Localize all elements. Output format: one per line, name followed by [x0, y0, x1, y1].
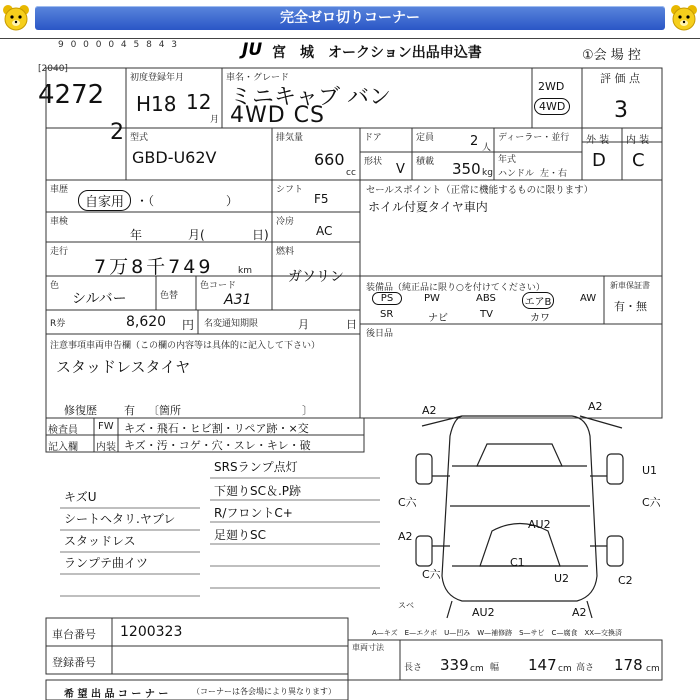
interior-label: 内 装: [626, 135, 650, 146]
damage-mark: A2: [572, 606, 587, 619]
color-value: シルバー: [72, 291, 127, 307]
damage-mark: A2: [588, 400, 603, 413]
exterior-value: D: [592, 150, 606, 171]
damage-mark: C1: [510, 556, 525, 569]
equip-aw: AW: [580, 293, 597, 304]
fw-check-items: キズ・飛石・ヒビ割・リペア跡・×交: [124, 422, 309, 435]
form-title: 宮 城 オークション出品申込書: [272, 45, 482, 61]
lot-code: [2040]: [38, 64, 68, 74]
new-car-warranty-label: 新車保証書: [610, 281, 650, 290]
fuel-label: 燃料: [276, 247, 295, 257]
aircon-value: AC: [316, 224, 333, 238]
fw-label: FW: [98, 421, 114, 432]
tax-day: 日: [346, 318, 357, 331]
reg-number-label: 登録番号: [52, 656, 96, 669]
reg-date-label: 初度登録年月: [130, 73, 185, 83]
corner-title: 希 望 出 品 コ ー ナ ー: [64, 689, 169, 700]
equip-pw: PW: [424, 293, 440, 304]
doors-label: ドア: [364, 133, 382, 143]
damage-mark: C六: [398, 496, 417, 509]
barcode-digits: 9 0 0 0 0 4 5 8 4 3: [58, 40, 180, 50]
width-label: 幅: [490, 663, 500, 673]
mileage-label: 走行: [50, 247, 69, 257]
recycle-unit: 円: [182, 318, 195, 332]
inspection-year: 年: [130, 228, 143, 242]
hand-note-right-3: R/フロントC+: [214, 506, 293, 520]
score-value: 3: [614, 98, 628, 123]
color-code-label: 色コード: [200, 281, 237, 291]
mileage-value: 7万8千749: [94, 256, 214, 278]
selling-point-text: ホイル付夏タイヤ車内: [368, 200, 488, 214]
chassis-value: 1200323: [120, 624, 183, 640]
length-unit: cm: [470, 664, 484, 674]
usage-circled: 自家用: [78, 190, 131, 211]
car-name-label: 車名・グレード: [226, 73, 290, 83]
interior-check-label: 内装: [96, 442, 116, 453]
fuel-value: ガソリン: [288, 269, 344, 285]
interior-check-items: キズ・汚・コゲ・穴・スレ・キレ・破: [124, 439, 311, 452]
year-label: 年式: [498, 155, 517, 165]
equip-airbag-circled: エアB: [522, 292, 554, 309]
damage-mark: C六: [642, 496, 661, 509]
displacement-value: 660: [314, 150, 345, 169]
color-code-value: A31: [224, 292, 252, 308]
capacity-label: 定員: [416, 133, 435, 143]
inspector-label: 検査員: [48, 425, 78, 436]
height-value: 178: [614, 656, 643, 674]
hand-note-right-1: SRSランプ点灯: [214, 460, 298, 474]
length-value: 339: [440, 656, 469, 674]
equip-ps-circled: PS: [372, 292, 402, 305]
damage-legend: A—キズ E—エクボ U—凹み W—補修跡 S—サビ C—腐食 XX—交換済: [372, 629, 623, 637]
form-copy-label: ①会 場 控: [582, 48, 641, 63]
handle-value: 左・右: [540, 169, 568, 179]
capacity-unit: 人: [482, 143, 492, 153]
notes-text: スタッドレスタイヤ: [56, 358, 191, 376]
tax-month: 月: [298, 318, 309, 331]
hand-note-left-4: ランプテ曲イツ: [64, 556, 149, 570]
damage-mark: U2: [554, 572, 570, 585]
score-label: 評 価 点: [600, 72, 640, 85]
usage-label: 車歴: [50, 185, 69, 195]
inspection-day: 日): [252, 228, 269, 242]
banner-title: 完全ゼロ切りコーナー: [280, 10, 420, 26]
load-unit: kg: [482, 168, 493, 178]
chassis-label: 車台番号: [52, 628, 96, 641]
drive-4wd-circled: 4WD: [534, 98, 570, 115]
width-unit: cm: [558, 664, 572, 674]
equip-abs: ABS: [476, 293, 496, 304]
equip-sr: SR: [380, 309, 394, 320]
shift-value: F5: [314, 192, 329, 206]
car-name: ミニキャブ バン: [230, 85, 391, 110]
reg-era-year: H18: [136, 92, 177, 116]
equip-tv: TV: [480, 309, 493, 320]
repair-places: 〔箇所 〕: [148, 404, 313, 417]
lot-number: 4272: [38, 80, 105, 110]
recycle-label: R券: [50, 319, 66, 329]
ju-logo: JU: [242, 40, 263, 60]
corner-note: （コーナーは各会場により異なります）: [192, 687, 336, 696]
interior-value: C: [632, 150, 645, 171]
drive-2wd: 2WD: [538, 80, 565, 93]
model-mark: 2: [110, 120, 124, 145]
damage-mark: C2: [618, 574, 633, 587]
aircon-label: 冷房: [276, 217, 295, 227]
damage-mark: A2: [422, 404, 437, 417]
dims-label: 車両寸法: [352, 643, 384, 652]
length-label: 長さ: [404, 663, 423, 673]
displacement-label: 排気量: [276, 133, 304, 143]
load-label: 積載: [416, 157, 435, 167]
dealer-label: ディーラー・並行: [498, 133, 570, 143]
displacement-unit: cc: [346, 168, 356, 178]
equip-leather: カワ: [530, 313, 550, 324]
rear-item-label: 後日品: [366, 329, 394, 339]
input-area-label: 記入欄: [48, 442, 78, 453]
color-label: 色: [50, 281, 60, 291]
model-value: GBD-U62V: [132, 148, 217, 167]
shift-label: シフト: [276, 185, 304, 195]
hand-note-left-1: キズU: [64, 490, 97, 504]
load-value: 350: [452, 160, 481, 178]
equip-navi: ナビ: [428, 313, 448, 324]
capacity-value: 2: [470, 134, 479, 149]
shape-value: V: [396, 162, 405, 177]
damage-mark: C六: [422, 568, 441, 581]
reg-month: 12: [186, 90, 212, 114]
height-unit: cm: [646, 664, 660, 674]
selling-point-label: セールスポイント（正常に機能するものに限ります）: [366, 185, 594, 196]
damage-mark: スベ: [398, 601, 414, 610]
notes-label: 注意事項車両申告欄（この欄の内容等は具体的に記入して下さい）: [50, 341, 321, 351]
inspection-label: 車検: [50, 217, 69, 227]
hand-note-right-2: 下廻りSC＆.P跡: [214, 484, 302, 498]
height-label: 高さ: [576, 663, 595, 673]
recycle-value: 8,620: [126, 314, 167, 330]
handle-label: ハンドル: [498, 169, 535, 179]
reg-month-unit: 月: [210, 115, 220, 125]
mileage-unit: km: [238, 266, 252, 276]
equipment-label: 装備品（純正品に限り○を付けてください）: [366, 283, 545, 293]
damage-mark: AU2: [528, 518, 551, 531]
hand-note-right-4: 足廻りSC: [214, 528, 266, 542]
vehicle-damage-diagram: [392, 396, 662, 626]
inspection-month: 月(: [188, 228, 205, 242]
color-change-label: 色替: [160, 291, 179, 301]
damage-mark: AU2: [472, 606, 495, 619]
width-value: 147: [528, 656, 557, 674]
hand-note-left-2: シートヘタリ.ヤブレ: [64, 512, 176, 526]
damage-mark: U1: [642, 464, 658, 477]
hand-note-left-3: スタッドレス: [64, 534, 136, 548]
repair-value: 有: [124, 404, 135, 417]
shape-label: 形状: [364, 157, 383, 167]
model-label: 型式: [130, 133, 149, 143]
car-grade: 4WD CS: [230, 103, 326, 128]
exterior-label: 外 装: [586, 135, 610, 146]
damage-mark: A2: [398, 530, 413, 543]
warranty-value: 有・無: [614, 300, 647, 313]
repair-label: 修復歴: [64, 404, 97, 417]
usage-other: ・（ ）: [136, 194, 239, 208]
tax-label: 名変通知期限: [204, 319, 259, 329]
